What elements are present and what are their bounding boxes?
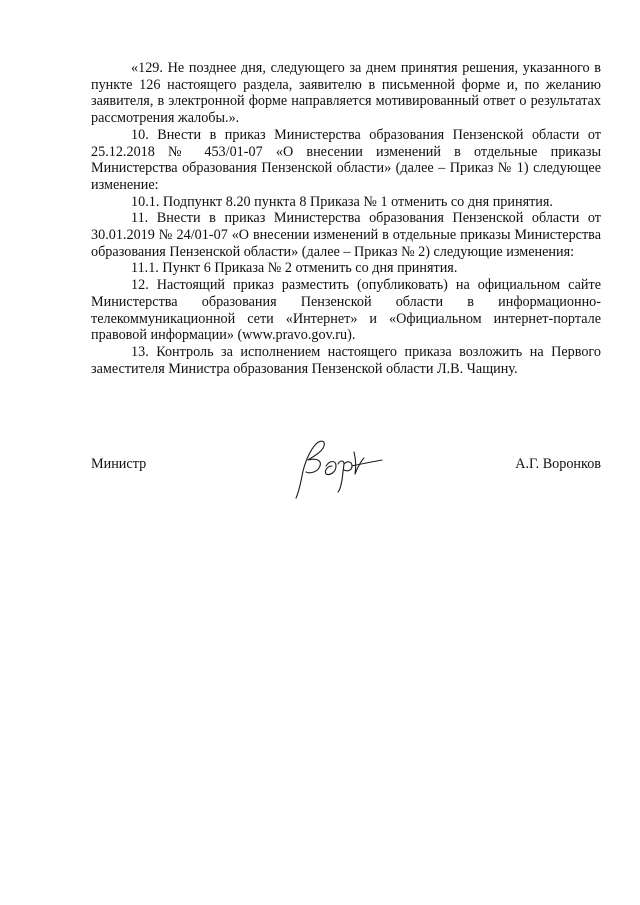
paragraph-item-10-1: 10.1. Подпункт 8.20 пункта 8 Приказа № 1 отменить со дня принятия. [131, 193, 553, 210]
paragraph-item-129: «129. Не позднее дня, следующего за днем принятия решения, указанного в пункте 126 настоящего раздела, заявителю в письменной форме и, по желанию заявителя, в электронной форме направляется мотивированный ответ о результатах рассмотрения жалобы.». [91, 60, 601, 127]
signature-block [91, 456, 601, 526]
paragraph-item-11-1: 11.1. Пункт 6 Приказа № 2 отменить со дня принятия. [131, 260, 458, 277]
handwritten-signature [286, 430, 386, 500]
signer-title: Министр [91, 456, 147, 472]
paragraph-item-10: 10. Внести в приказ Министерства образования Пензенской области от 25.12.2018 № 453/01-07 «О внесении изменений в отдельные приказы Министерства образования Пензенской области» (далее – Приказ № 1) следующее изменение: [91, 126, 601, 193]
signer-name: А.Г. Воронков [515, 456, 601, 472]
document-body [91, 60, 601, 377]
paragraph-item-11: 11. Внести в приказ Министерства образования Пензенской области от 30.01.2019 № 24/01-07 «О внесении изменений в отдельные приказы Министерства образования Пензенской области» (далее – Приказ № 2) следующие изменения: [91, 210, 601, 260]
paragraph-item-13: 13. Контроль за исполнением настоящего приказа возложить на Первого заместителя Министра образования Пензенской области Л.В. Чащину. [91, 343, 601, 377]
paragraph-item-12: 12. Настоящий приказ разместить (опубликовать) на официальном сайте Министерства образования Пензенской области в информационно-телекоммуникационной сети «Интернет» и «Официальном интернет-портале правовой информации» (www.pravo.gov.ru). [91, 277, 601, 344]
